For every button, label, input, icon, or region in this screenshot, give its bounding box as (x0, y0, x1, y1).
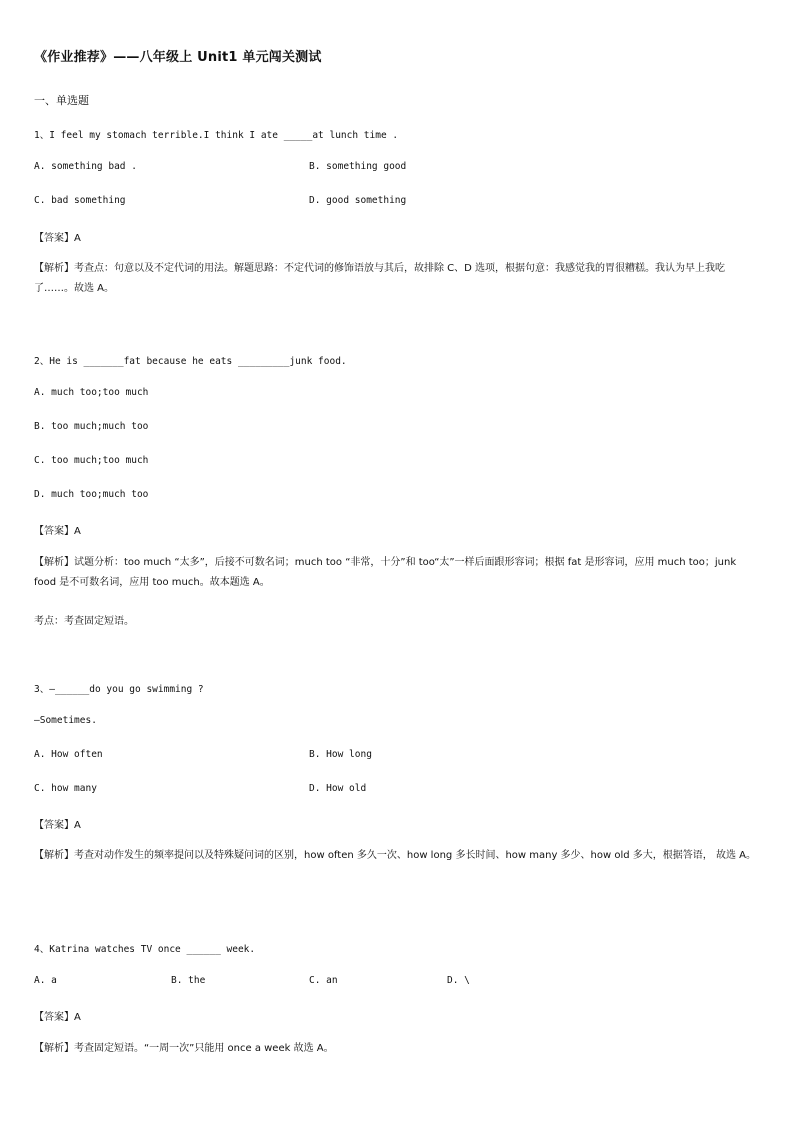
page-title: 《作业推荐》——八年级上 Unit1 单元闯关测试 (34, 50, 322, 65)
question-4-option-c: C. an (309, 975, 338, 986)
question-4-option-d: D. \ (447, 975, 470, 986)
question-3-option-a: A. How often (34, 749, 103, 760)
question-3-answer: 【答案】A (34, 820, 81, 831)
question-3-analysis: 【解析】考查对动作发生的频率提问以及特殊疑问词的区别，how often 多久一次、how long 多长时间、how many 多少、how old 多大，根据答语， 故选 A。 (34, 850, 756, 861)
question-3-reply: —Sometimes. (34, 715, 97, 726)
question-4-stem: 4、Katrina watches TV once ______ week. (34, 944, 256, 955)
question-2-option-a: A. much too;too much (34, 387, 149, 398)
question-3-option-c: C. how many (34, 783, 97, 794)
question-2-analysis: 【解析】试题分析：too much “太多”，后接不可数名词；much too “非常，十分”和 too“太”一样后面跟形容词；根据 fat 是形容词，应用 much too；junk food 是不可数名词，应用 too much。故本题选 A。 (34, 557, 737, 588)
section-heading: 一、单选题 (34, 94, 89, 107)
question-2-stem: 2、He is _______fat because he eats _________junk food. (34, 356, 347, 367)
question-4-analysis: 【解析】考查固定短语。“一周一次”只能用 once a week 故选 A。 (34, 1043, 334, 1054)
question-2-note: 考点：考查固定短语。 (34, 616, 134, 627)
question-1-answer: 【答案】A (34, 233, 81, 244)
question-2-answer: 【答案】A (34, 526, 81, 537)
question-3-option-d: D. How old (309, 783, 367, 794)
question-1-option-a: A. something bad . (34, 161, 137, 172)
question-4-answer: 【答案】A (34, 1012, 81, 1023)
question-1-analysis: 【解析】考查点：句意以及不定代词的用法。解题思路：不定代词的修饰语放与其后，故排除 C、D 选项，根据句意：我感觉我的胃很糟糕。我认为早上我吃了……。故选 A。 (34, 263, 726, 294)
question-1-stem: 1、I feel my stomach terrible.I think I ate _____at lunch time . (34, 130, 399, 141)
question-3-option-b: B. How long (309, 749, 372, 760)
question-4-options (34, 975, 534, 989)
question-1-option-c: C. bad something (34, 195, 126, 206)
question-2-option-d: D. much too;much too (34, 489, 149, 500)
question-1-option-b: B. something good (309, 161, 407, 172)
question-2-option-b: B. too much;much too (34, 421, 149, 432)
question-2-option-c: C. too much;too much (34, 455, 149, 466)
question-3-stem: 3、—______do you go swimming ? (34, 684, 204, 695)
question-1-option-d: D. good something (309, 195, 407, 206)
question-4-option-a: A. a (34, 975, 57, 986)
question-4-option-b: B. the (171, 975, 206, 986)
